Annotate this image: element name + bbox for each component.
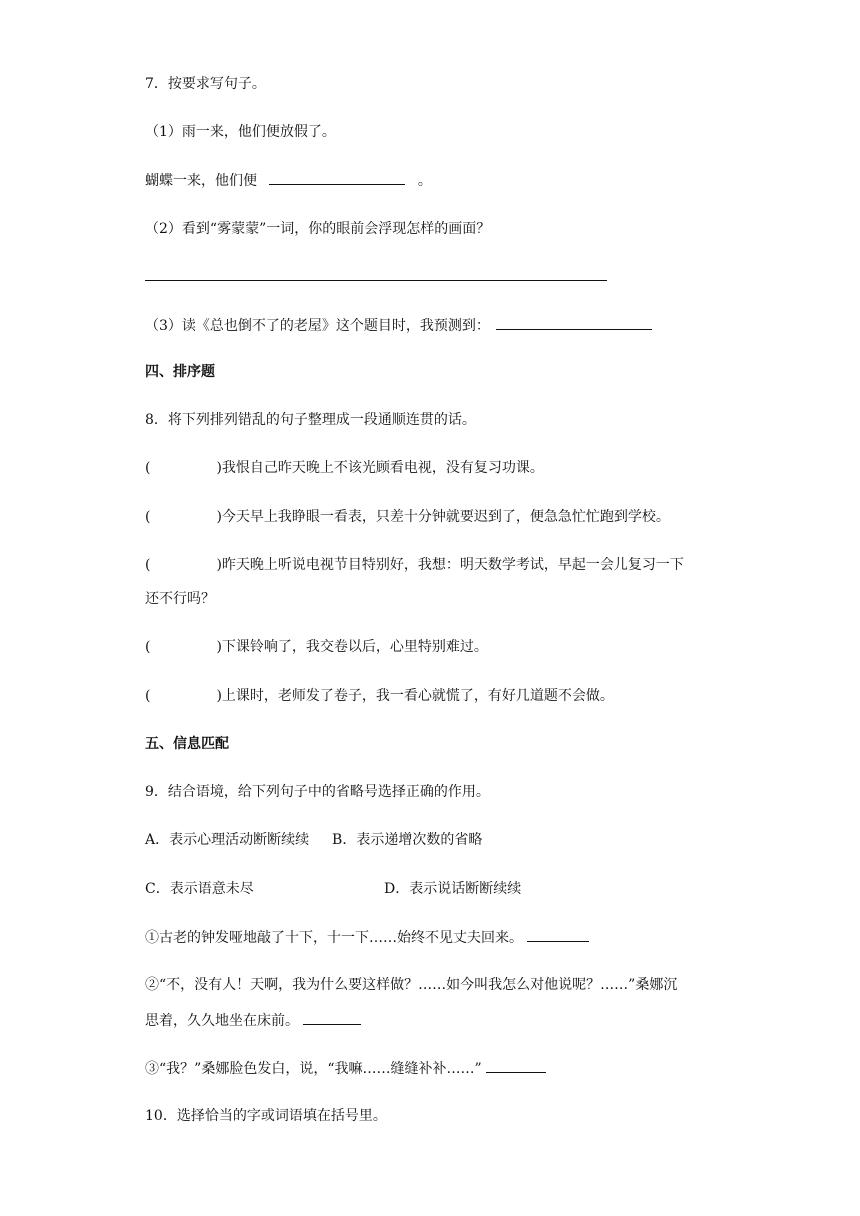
- q7-part2-blank[interactable]: [145, 266, 607, 281]
- q9-title: 9．结合语境，给下列句子中的省略号选择正确的作用。: [145, 784, 490, 800]
- q8-item-3-continuation: 还不行吗？: [145, 591, 215, 607]
- q9-option-a: A．表示心理活动断断续续: [145, 832, 310, 848]
- q9-sentence-2-text2: 思着，久久地坐在床前。: [145, 1013, 299, 1029]
- q8-item-2: [145, 507, 670, 527]
- q7-part1-prompt: （1）雨一来，他们便放假了。: [145, 124, 336, 140]
- section5-heading: 五、信息匹配: [145, 736, 229, 752]
- q8-item-2-open: (: [145, 509, 151, 525]
- q8-item-1-open: (: [145, 460, 151, 476]
- q9-sentence-2-blank[interactable]: [303, 1010, 361, 1025]
- q9-sentence-3-blank[interactable]: [486, 1058, 546, 1073]
- q7-title: 7．按要求写句子。: [145, 76, 266, 92]
- q9-option-d: D．表示说话断断续续: [384, 881, 522, 897]
- q10-title: 10．选择恰当的字或词语填在括号里。: [145, 1108, 387, 1124]
- q9-sentence-1: [145, 927, 589, 948]
- q8-item-5: [145, 686, 614, 706]
- q8-item-5-text: )上课时，老师发了卷子，我一看心就慌了，有好几道题不会做。: [216, 688, 614, 704]
- q9-sentence-3-text: ③“我？”桑娜脸色发白，说，“我嘛……缝缝补补……”: [145, 1061, 482, 1077]
- q8-item-1-text: )我恨自己昨天晚上不该光顾看电视，没有复习功课。: [216, 460, 544, 476]
- q8-item-3-open: (: [145, 557, 151, 573]
- q8-item-3-text: )昨天晚上听说电视节目特别好，我想：明天数学考试，早起一会儿复习一下: [216, 557, 684, 573]
- q8-item-4: [145, 637, 488, 657]
- q7-part3: [145, 315, 652, 336]
- q7-part1-answer: [145, 170, 432, 191]
- q8-item-1: [145, 458, 544, 478]
- q9-sentence-1-text: ①古老的钟发哑地敲了十下，十一下……始终不见丈夫回来。: [145, 930, 523, 946]
- q9-option-b: B．表示递增次数的省略: [332, 832, 483, 848]
- q7-part2-answer-line[interactable]: [145, 266, 607, 287]
- q8-item-5-open: (: [145, 688, 151, 704]
- q7-part1-answer-suffix: 。: [417, 173, 432, 189]
- q7-part3-prompt: （3）读《总也倒不了的老屋》这个题目时，我预测到：: [145, 318, 490, 334]
- q8-title: 8．将下列排列错乱的句子整理成一段通顺连贯的话。: [145, 412, 476, 428]
- q8-item-2-text: )今天早上我睁眼一看表，只差十分钟就要迟到了，便急急忙忙跑到学校。: [216, 509, 670, 525]
- q9-sentence-2-line1: ②“不，没有人！天啊，我为什么要这样做？……如今叫我怎么对他说呢？……”桑娜沉: [145, 977, 678, 993]
- q9-options-row1: [145, 830, 482, 850]
- q8-item-4-open: (: [145, 639, 151, 655]
- q8-item-3: [145, 555, 684, 575]
- q7-part1-blank[interactable]: [269, 170, 405, 185]
- q7-part1-answer-prefix: 蝴蝶一来，他们便: [145, 173, 257, 189]
- q7-part3-blank[interactable]: [496, 315, 652, 330]
- q8-item-4-text: )下课铃响了，我交卷以后，心里特别难过。: [216, 639, 488, 655]
- q9-option-c: C．表示语意未尽: [145, 881, 254, 897]
- q9-sentence-3: [145, 1058, 546, 1079]
- q9-sentence-1-blank[interactable]: [527, 927, 589, 942]
- q9-sentence-2-line2: [145, 1010, 361, 1031]
- q7-part2-prompt: （2）看到“雾蒙蒙”一词，你的眼前会浮现怎样的画面？: [145, 221, 491, 237]
- section4-heading: 四、排序题: [145, 364, 215, 380]
